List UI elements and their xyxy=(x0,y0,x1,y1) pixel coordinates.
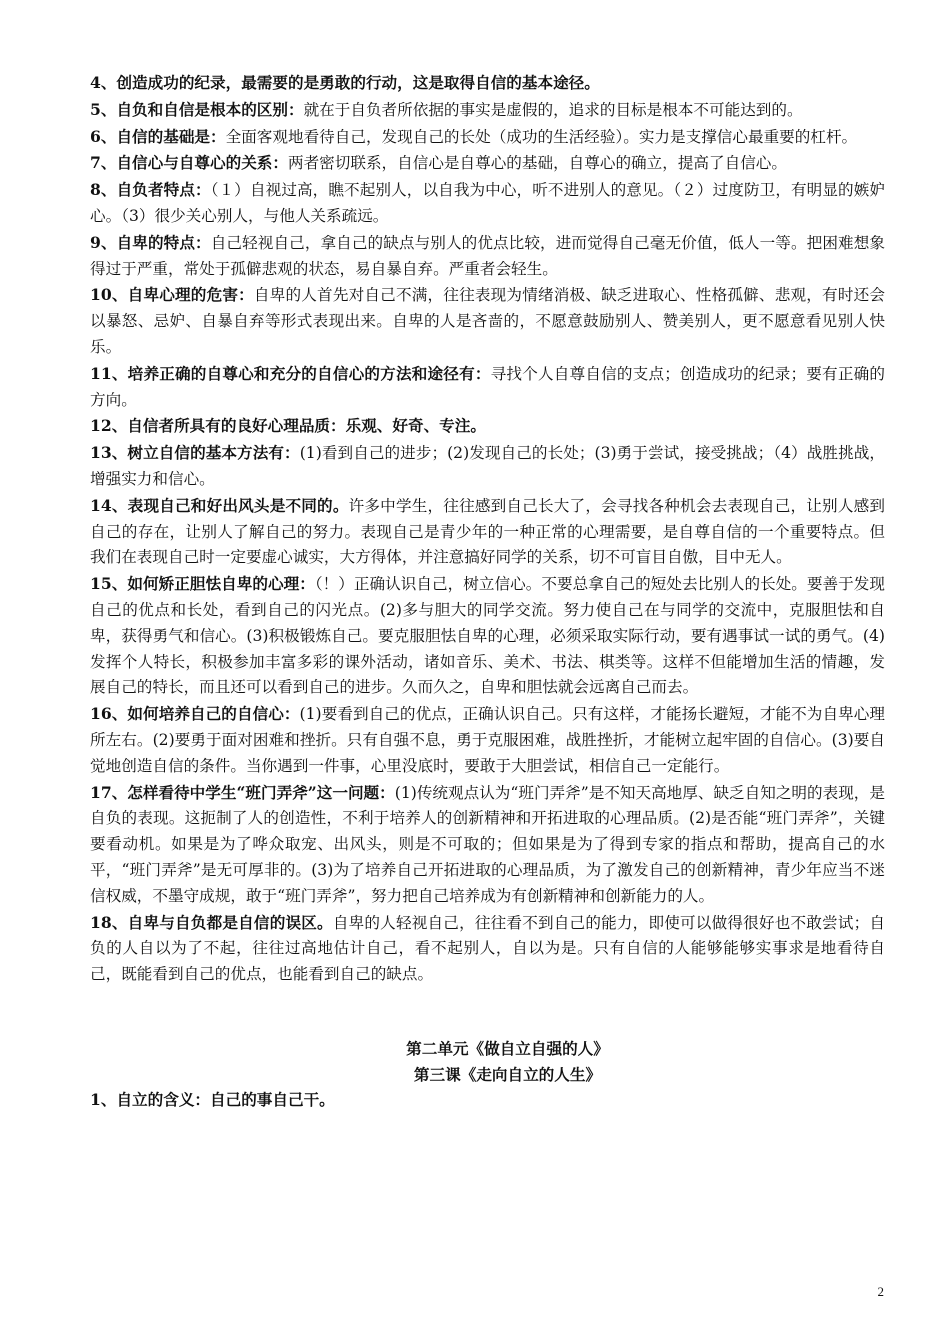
item-7: 7、自信心与自尊心的关系：两者密切联系，自信心是自尊心的基础，自尊心的确立，提高了自信心。 xyxy=(90,153,787,173)
item-12: 12、自信者所具有的良好心理品质：乐观、好奇、专注。 xyxy=(90,416,486,436)
item-13: 13、树立自信的基本方法有：(1)看到自己的进步；(2)发现自己的长处；(3)勇于尝试，接受挑战；（4）战胜挑战，增强实力和信心。 xyxy=(90,443,886,488)
lesson-title: 第三课《走向自立的人生》 xyxy=(413,1064,602,1084)
item-16: 16、如何培养自己的自信心：(1)要看到自己的优点，正确认识自己。只有这样，才能扬长避短，才能不为自卑心理所左右。(2)要勇于面对困难和挫折。只有自强不息，勇于克服困难，战胜挫折，才能树立起牢固的自信心。(3)要自觉地创造自信的条件。当你遇到一件事，心里没底时，要敢于大胆尝试，相信自己一定能行。 xyxy=(90,704,885,775)
item-4: 4、创造成功的纪录，最需要的是勇敢的行动，这是取得自信的基本途径。 xyxy=(90,73,600,92)
page-number: 2 xyxy=(877,1284,884,1299)
item-17: 17、怎样看待中学生“班门弄斧”这一问题：(1)传统观点认为“班门弄斧”是不知天高地厚、缺乏自知之明的表现，是自负的表现。这扼制了人的创造性，不利于培养人的创新精神和开拓进取的心理品质。(2)是否能“班门弄斧”，关键要看动机。如果是为了哗众取宠、出风头，则是不可取的；但如果是为了得到专家的指点和帮助，提高自己的水平，“班门弄斧”是无可厚非的。(3)为了培养自己开拓进取的心理品质，为了激发自己的创新精神，青少年应当不迷信权威，不墨守成规，敢于“班门弄斧”，努力把自己培养成为有创新精神和创新能力的人。 xyxy=(90,782,885,905)
section-spacer xyxy=(90,988,885,1036)
item-10: 10、自卑心理的危害：自卑的人首先对自己不满，往往表现为情绪消极、缺乏进取心、性格孤僻、悲观，有时还会以暴怒、忌妒、自暴自弃等形式表现出来。自卑的人是吝啬的，不愿意鼓励别人、赞美别人，更不愿意看见别人快乐。 xyxy=(90,285,885,356)
item-6: 6、自信的基础是：全面客观地看待自己，发现自己的长处（成功的生活经验）。实力是支撑信心最重要的杠杆。 xyxy=(90,126,858,146)
item-5: 5、自负和自信是根本的区别：就在于自负者所依据的事实是虚假的，追求的目标是根本不可能达到的。 xyxy=(90,99,803,119)
document-page xyxy=(90,70,885,1113)
item-9: 9、自卑的特点：自己轻视自己，拿自己的缺点与别人的优点比较，进而觉得自己毫无价值，低人一等。把困难想象得过于严重，常处于孤僻悲观的状态，易自暴自弃。严重者会轻生。 xyxy=(90,232,885,278)
item-18: 18、自卑与自负都是自信的误区。自卑的人轻视自己，往往看不到自己的能力，即使可以做得很好也不敢尝试；自负的人自以为了不起，往往过高地估计自己，看不起别人，自以为是。只有自信的人能够能够实事求是地看待自己，既能看到自己的优点，也能看到自己的缺点。 xyxy=(90,912,885,984)
item-15: 15、如何矫正胆怯自卑的心理：（！）正确认识自己，树立信心。不要总拿自己的短处去比别人的长处。要善于发现自己的优点和长处，看到自己的闪光点。(2)多与胆大的同学交流。努力使自己在与同学的交流中，克服胆怯和自卑，获得勇气和信心。(3)积极锻炼自己。要克服胆怯自卑的心理，必须采取实际行动，要有遇事试一试的勇气。(4)发挥个人特长，积极参加丰富多彩的课外活动，诸如音乐、美术、书法、棋类等。这样不但能增加生活的情趣，发展自己的特长，而且还可以看到自己的进步。久而久之，自卑和胆怯就会远离自己而去。 xyxy=(90,574,886,697)
unit-title: 第二单元《做自立自强的人》 xyxy=(406,1038,609,1058)
item-14: 14、表现自己和好出风头是不同的。许多中学生，往往感到自己长大了，会寻找各种机会去表现自己，让别人感到自己的存在，让别人了解自己的努力。表现自己是青少年的一种正常的心理需要，是自尊自信的一个重要特点。但我们在表现自己时一定要虚心诚实，大方得体，并注意搞好同学的关系，切不可盲目自傲，目中无人。 xyxy=(90,495,885,567)
item-1-self-reliance: 1、自立的含义：自己的事自己干。 xyxy=(90,1090,335,1110)
item-8: 8、自负者特点：（１）自视过高，瞧不起别人，以自我为中心，听不进别人的意见。（２）过度防卫，有明显的嫉妒心。（3）很少关心别人，与他人关系疏远。 xyxy=(90,180,885,225)
item-11: 11、培养正确的自尊心和充分的自信心的方法和途径有：寻找个人自尊自信的支点；创造成功的纪录；要有正确的方向。 xyxy=(90,363,885,409)
